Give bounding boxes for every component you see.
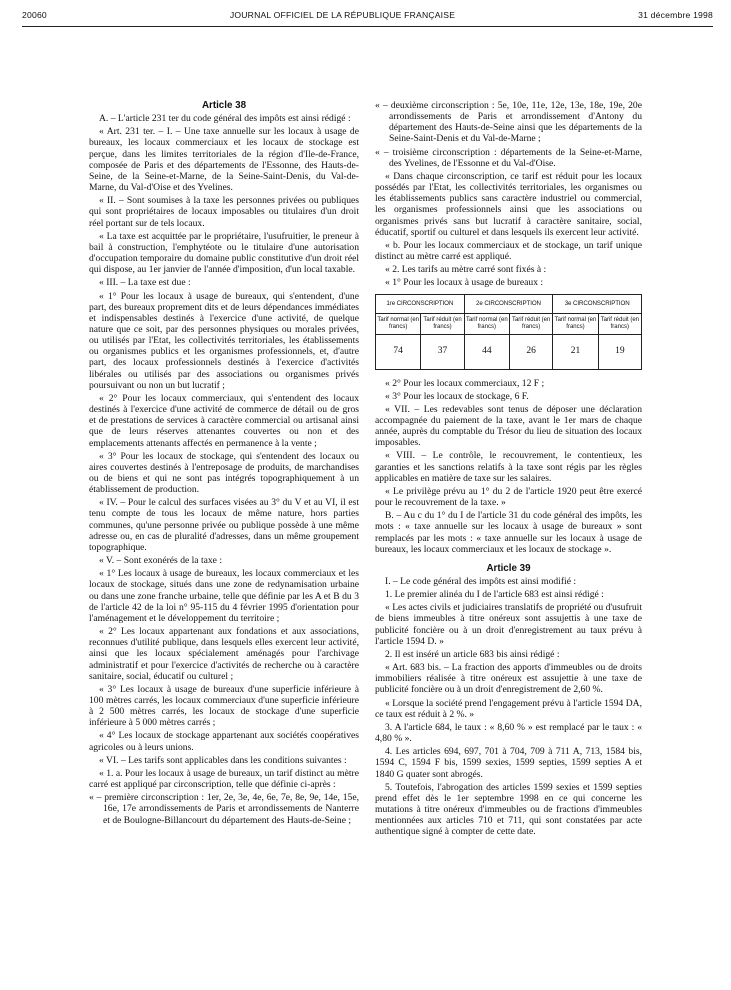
paragraph: « VI. – Les tarifs sont applicables dans les conditions suivantes : — [99, 754, 347, 766]
table-subheader-cell: Tarif réduit (en francs) — [421, 313, 464, 334]
paragraph: « 2° Pour les locaux commerciaux, qui s'entendent des locaux destinés à l'exercice d'une activité de commerce de détail ou de gros et de prestations de services à caractère commercial ou artisanal ainsi que de leurs réserves attenantes couvertes ou non et des emplacements attenants affectés en permanence à la vente ; — [89, 392, 359, 449]
paragraph: « Lorsque la société prend l'engagement prévu à l'article 1594 DA, ce taux est réduit à 2 %. » — [375, 697, 642, 720]
table-header-cell: 2e CIRCONSCRIPTION — [464, 294, 553, 313]
paragraph: « 4° Les locaux de stockage appartenant aux sociétés coopératives agricoles ou à leurs unions. — [89, 730, 359, 753]
table-subheader-cell: Tarif normal (en francs) — [376, 313, 421, 334]
left-column — [89, 100, 359, 828]
paragraph: « Les actes civils et judiciaires translatifs de propriété ou d'usufruit de biens immeubles à titre onéreux sont assujettis à une taxe de publicité foncière ou à un droit d'enregistrement au taux prévu à l'article 1594 D. » — [375, 602, 642, 647]
paragraph: « V. – Sont exonérés de la taxe : — [99, 555, 223, 567]
paragraph: « 3° Les locaux à usage de bureaux d'une superficie inférieure à 100 mètres carrés, les locaux commerciaux d'une superficie inférieure à 2 500 mètres carrés, les locaux de stockage d'une superficie inférieure à 5 000 mètres carrés ; — [89, 683, 359, 729]
table-subheader-cell: Tarif réduit (en francs) — [509, 313, 552, 334]
paragraph: 5. Toutefois, l'abrogation des articles 1599 sexies et 1599 septies prend effet dès le 1er septembre 1998 en ce qui concerne les mutations à titre onéreux d'immeubles ou de fractions d'immeubles mentionnées aux articles 710 et 711, qui sont constatées par acte authentique signé à compter de cette date. — [375, 781, 642, 838]
paragraph: « – première circonscription : 1er, 2e, 3e, 4e, 6e, 7e, 8e, 9e, 14e, 15e, 16e, 17e arrondissements de Paris et arrondissements de Nanterre et de Boulogne-Billancourt du département des Hauts-de-Seine ; — [89, 792, 359, 826]
paragraph: « 1. a. Pour les locaux à usage de bureaux, un tarif distinct au mètre carré est appliqué par circonscription, telle que définie ci-après : — [89, 767, 359, 791]
table-subheader-cell: Tarif réduit (en francs) — [598, 313, 641, 334]
table-cell: 21 — [553, 334, 598, 369]
article-39-title: Article 39 — [486, 562, 531, 574]
paragraph: « La taxe est acquittée par le propriétaire, l'usufruitier, le preneur à bail à construction, l'emphytéote ou le titulaire d'une autorisation d'occupation temporaire du domaine public constitutive d'un droit réel qui dispose, au 1er janvier de l'année d'imposition, d'un local taxable. — [89, 230, 359, 276]
paragraph: « Art. 231 ter. – I. – Une taxe annuelle sur les locaux à usage de bureaux, les locaux commerciaux et les locaux de stockage est perçue, dans les limites territoriales de la région d'Ile-de-France, composée de Paris et des départements de l'Essonne, des Hauts-de-Seine, de la Seine-et-Marne, de la Seine-Saint-Denis, du Val-de-Marne, du Val-d'Oise et des Yvelines. — [89, 126, 359, 194]
paragraph: « 3° Pour les locaux de stockage, 6 F. — [385, 390, 529, 402]
table-cell: 44 — [464, 334, 509, 369]
paragraph: 4. Les articles 694, 697, 701 à 704, 709 à 711 A, 713, 1584 bis, 1594 C, 1594 F bis, 1599 sexies, 1599 septies, 1599 septies A et 1840 G quater sont abrogés. — [375, 746, 642, 780]
paragraph: « 3° Pour les locaux de stockage, qui s'entendent des locaux ou aires couvertes destinés à l'entreposage de produits, de marchandises ou de biens et qui ne sont pas intégrés topographiquement à un établissement de production. — [89, 450, 359, 496]
table-subheader-cell: Tarif normal (en francs) — [553, 313, 598, 334]
right-column — [375, 100, 642, 839]
table-subheader-row — [376, 313, 642, 334]
paragraph: I. – Le code général des impôts est ainsi modifié : — [385, 576, 577, 587]
paragraph: « 2° Pour les locaux commerciaux, 12 F ; — [385, 377, 545, 389]
paragraph: « VII. – Les redevables sont tenus de déposer une déclaration accompagnée du paiement de la taxe, avant le 1er mars de chaque année, auprès du comptable du Trésor du lieu de situation des locaux imposables. — [375, 403, 642, 449]
paragraph: « Dans chaque circonscription, ce tarif est réduit pour les locaux possédés par l'Etat, les collectivités territoriales, les organismes ou les établissements publics sans caractère industriel ou commercial, les organismes professionnels ainsi que les associations ou organismes privés sans but lucratif à caractère sanitaire, social, éducatif, sportif ou culturel et dans lesquels ils exercent leur activité. — [375, 170, 642, 238]
paragraph: 3. A l'article 684, le taux : « 8,60 % » est remplacé par le taux : « 4,80 % ». — [375, 721, 642, 745]
paragraph: « II. – Sont soumises à la taxe les personnes privées ou publiques qui sont propriétaires de locaux imposables ou titulaires d'un droit réel portant sur de tels locaux. — [89, 195, 359, 229]
paragraph: « Le privilège prévu au 1° du 2 de l'article 1920 peut être exercé pour le recouvrement de la taxe. » — [375, 485, 642, 509]
page-number: 20060 — [22, 10, 47, 20]
paragraph: « 2. Les tarifs au mètre carré sont fixés à : — [385, 264, 547, 276]
table-header-cell: 1re CIRCONSCRIPTION — [376, 294, 465, 313]
page-header — [22, 5, 713, 25]
header-rule — [22, 26, 713, 27]
paragraph: 1. Le premier alinéa du I de l'article 683 est ainsi rédigé : — [385, 589, 604, 601]
paragraph: 2. Il est inséré un article 683 bis ainsi rédigé : — [385, 648, 560, 660]
table-cell: 37 — [421, 334, 464, 369]
journal-title: JOURNAL OFFICIEL DE LA RÉPUBLIQUE FRANÇAISE — [229, 10, 456, 20]
paragraph: « III. – La taxe est due : — [99, 277, 191, 289]
publication-date: 31 décembre 1998 — [638, 10, 713, 20]
paragraph: « – troisième circonscription : départements de la Seine-et-Marne, des Yvelines, de l'Essonne et du Val-d'Oise. — [375, 146, 642, 169]
table-cell: 19 — [598, 334, 641, 369]
table-header-cell: 3e CIRCONSCRIPTION — [553, 294, 642, 313]
paragraph: « 1° Pour les locaux à usage de bureaux : — [385, 277, 544, 289]
paragraph: « 1° Pour les locaux à usage de bureaux, qui s'entendent, d'une part, des bureaux proprement dits et de leurs dépendances immédiates et indispensables destinés à l'exercice d'une activité, de quelque nature que ce soit, par des personnes physiques ou morales privées, ou utilisés par l'Etat, les collectivités territoriales, les établissements ou organismes publics et les organismes professionnels, et, d'autre part, des locaux professionnels destinés à l'exercice d'activités libérales ou utilisés par des associations ou organismes privés poursuivant ou non un but lucratif ; — [89, 290, 359, 391]
paragraph: « 1° Les locaux à usage de bureaux, les locaux commerciaux et les locaux de stockage, situés dans une zone de redynamisation urbaine ou dans une zone franche urbaine, telle que définie par les A et B du 3 de l'article 42 de la loi n° 95-115 du 4 février 1995 d'orientation pour l'aménagement et le développement du territoire ; — [89, 568, 359, 624]
table-cell: 74 — [376, 334, 421, 369]
table-row — [376, 334, 642, 369]
paragraph: « Art. 683 bis. – La fraction des apports d'immeubles ou de droits immobiliers réalisée à titre onéreux est assujettie à une taxe de publicité foncière ou à un droit d'enregistrement de 2,60 %. — [375, 662, 642, 696]
table-subheader-cell: Tarif normal (en francs) — [464, 313, 509, 334]
paragraph: « VIII. – Le contrôle, le recouvrement, le contentieux, les garanties et les sanctions relatifs à la taxe sont régis par les règles applicables en matière de taxe sur les salaires. — [375, 450, 642, 484]
table-cell: 26 — [509, 334, 552, 369]
table-header-row — [376, 294, 642, 313]
paragraph: « IV. – Pour le calcul des surfaces visées au 3° du V et au VI, il est tenu compte de tous les locaux de même nature, hors parties communes, qu'une personne privée ou publique possède à une même adresse ou, en cas de pluralité d'adresses, dans un même groupement topographique. — [89, 497, 359, 553]
paragraph: « b. Pour les locaux commerciaux et de stockage, un tarif unique distinct au mètre carré est appliqué. — [375, 239, 642, 263]
paragraph: B. – Au c du 1° du I de l'article 31 du code général des impôts, les mots : « taxe annuelle sur les locaux à usage de bureaux » sont remplacés par les mots : « taxe annuelle sur les locaux à usage de bureaux, les locaux commerciaux et les locaux de stockage ». — [375, 510, 642, 555]
paragraph: « 2° Les locaux appartenant aux fondations et aux associations, reconnues d'utilité publique, dans lesquels elles exercent leur activité, ainsi que les locaux spécialement aménagés pour l'archivage administratif et pour l'exercice d'activités de recherche ou à caractère sanitaire, social, éducatif ou culturel ; — [89, 626, 359, 682]
tariff-table — [375, 294, 642, 370]
paragraph: A. – L'article 231 ter du code général des impôts est ainsi rédigé : — [99, 113, 351, 125]
paragraph: « – deuxième circonscription : 5e, 10e, 11e, 12e, 13e, 18e, 19e, 20e arrondissements de Paris et arrondissement d'Antony du département des Hauts-de-Seine ainsi que les départements de la Seine-Saint-Denis et du Val-de-Marne ; — [375, 100, 642, 145]
article-38-title: Article 38 — [201, 100, 247, 111]
